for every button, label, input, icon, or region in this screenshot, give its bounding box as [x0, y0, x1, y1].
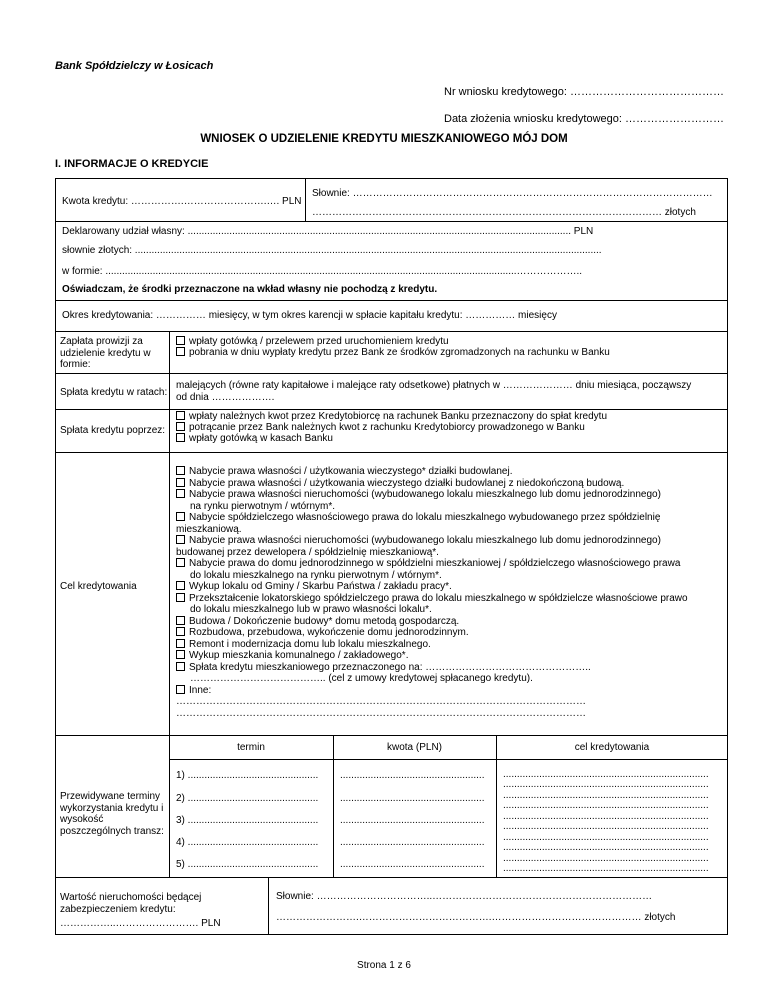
tranche-purpose-line[interactable]: ..........................................................................: [503, 832, 709, 843]
repayment-method-label: Spłata kredytu poprzez:: [60, 425, 166, 436]
tranche-term-5[interactable]: 5) ...............................................: [176, 859, 319, 870]
tranches-header-amount: kwota (PLN): [386, 742, 442, 753]
checkbox[interactable]: [176, 478, 185, 487]
checkbox[interactable]: [176, 558, 185, 567]
tranche-amount-4[interactable]: ....................................................: [340, 837, 485, 848]
credit-period-field[interactable]: Okres kredytowania: …………… miesięcy, w tym okres karencji w spłacie kapitału kredytu: …………… miesięcy: [62, 310, 557, 321]
checkbox[interactable]: [176, 466, 185, 475]
purpose-option-12[interactable]: Wykup mieszkania komunalnego / zakładowego*.: [176, 650, 726, 662]
purpose-option-13[interactable]: Spłata kredytu mieszkaniowego przeznaczonego na: …………………………………………..: [176, 662, 726, 674]
purpose-option-2[interactable]: Nabycie prawa własności / użytkowania wieczystego działki budowlanej z niedokończoną budową.: [176, 478, 726, 490]
purpose-option-6-cont: do lokalu mieszkalnego na rynku pierwotnym / wtórnym*.: [190, 569, 442, 581]
purpose-option-5[interactable]: Nabycie prawa własności nieruchomości (wybudowanego lokalu mieszkalnego lub domu jednorodzinnego): [176, 535, 726, 547]
tranche-amount-2[interactable]: ....................................................: [340, 793, 485, 804]
checkbox[interactable]: [176, 627, 185, 636]
tranche-purpose-line[interactable]: ..........................................................................: [503, 821, 709, 832]
checkbox[interactable]: [176, 422, 185, 431]
checkbox[interactable]: [176, 685, 185, 694]
purpose-option-7[interactable]: Wykup lokalu od Gminy / Skarbu Państwa / zakładu pracy*.: [176, 581, 726, 593]
checkbox[interactable]: [176, 616, 185, 625]
own-contribution-words-field[interactable]: słownie złotych: ........................................................................................................................................................................: [62, 245, 602, 256]
checkbox[interactable]: [176, 639, 185, 648]
tranches-label: Przewidywane terminy wykorzystania kredytu i wysokość poszczególnych transz:: [60, 791, 164, 837]
tranche-term-3[interactable]: 3) ...............................................: [176, 815, 319, 826]
tranches-header-purpose: cel kredytowania: [574, 742, 650, 753]
tranche-term-2[interactable]: 2) ...............................................: [176, 793, 319, 804]
checkbox[interactable]: [176, 411, 185, 420]
tranche-purpose-line[interactable]: ..........................................................................: [503, 779, 709, 790]
section-heading: I. INFORMACJE O KREDYCIE: [55, 158, 209, 170]
amount-field[interactable]: Kwota kredytu: …………….…………………….…. PLN: [62, 196, 302, 207]
purpose-option-4-cont: mieszkaniową.: [176, 523, 242, 535]
purpose-other-line-2[interactable]: ……………………………………………………………………………………………………………: [176, 707, 586, 719]
purpose-option-10[interactable]: Rozbudowa, przebudowa, wykończenie domu jednorodzinnym.: [176, 627, 726, 639]
own-contribution-declaration: Oświadczam, że środki przeznaczone na wkład własny nie pochodzą z kredytu.: [62, 284, 438, 295]
collateral-value-field[interactable]: ……………..……………………. PLN: [60, 918, 221, 929]
commission-label: Zapłata prowizji za udzielenie kredytu w formie:: [60, 336, 151, 370]
amount-words-field[interactable]: Słownie: ………………………………………………………………………………………………: [312, 188, 713, 199]
purpose-option-5-cont: budowanej przez dewelopera / spółdzielnię mieszkaniową*.: [176, 546, 439, 558]
repayment-option-1[interactable]: wpłaty należnych kwot przez Kredytobiorcę na rachunek Banku przeznaczony do spłat kredytu: [176, 411, 607, 423]
checkbox[interactable]: [176, 433, 185, 442]
form-title: WNIOSEK O UDZIELENIE KREDYTU MIESZKANIOWEGO MÓJ DOM: [200, 133, 568, 145]
checkbox[interactable]: [176, 593, 185, 602]
checkbox[interactable]: [176, 581, 185, 590]
checkbox[interactable]: [176, 535, 185, 544]
checkbox[interactable]: [176, 512, 185, 521]
checkbox[interactable]: [176, 650, 185, 659]
tranche-amount-3[interactable]: ....................................................: [340, 815, 485, 826]
tranche-purpose-line[interactable]: ..........................................................................: [503, 842, 709, 853]
tranche-amount-5[interactable]: ....................................................: [340, 859, 485, 870]
checkbox[interactable]: [176, 347, 185, 356]
own-contribution-form-field[interactable]: w formie: ....................................................................................................................................................………………..: [62, 266, 583, 277]
application-number-field[interactable]: Nr wniosku kredytowego: ……………………………………: [444, 86, 724, 98]
purpose-options: [176, 466, 726, 719]
purpose-option-8[interactable]: Przekształcenie lokatorskiego spółdzielczego prawa do lokalu mieszkalnego w spółdzielcze własnościowe prawo: [176, 593, 726, 605]
purpose-option-8-cont: do lokalu mieszkalnego lub w prawo własności lokalu*.: [190, 604, 432, 615]
tranche-amount-1[interactable]: ....................................................: [340, 770, 485, 781]
installments-start-date[interactable]: od dnia ……………….: [176, 392, 275, 403]
purpose-option-11[interactable]: Remont i modernizacja domu lub lokalu mieszkalnego.: [176, 639, 726, 651]
tranche-purpose-line[interactable]: ..........................................................................: [503, 853, 709, 864]
tranche-purpose-line[interactable]: ..........................................................................: [503, 800, 709, 811]
purpose-option-3[interactable]: Nabycie prawa własności nieruchomości (wybudowanego lokalu mieszkalnego lub domu jednorodzinnego): [176, 489, 726, 501]
commission-option-1[interactable]: wpłaty gotówką / przelewem przed uruchomieniem kredytu: [176, 336, 449, 348]
repayment-option-2[interactable]: potrącanie przez Bank należnych kwot z rachunku Kredytobiorcy prowadzonego w Banku: [176, 422, 585, 434]
page-number: Strona 1 z 6: [357, 960, 411, 971]
tranches-header-term: termin: [237, 742, 265, 753]
purpose-option-other[interactable]: Inne:: [176, 685, 726, 697]
purpose-other-line-1[interactable]: ……………………………………………………………………………………………………………: [176, 696, 586, 707]
purpose-option-6[interactable]: Nabycie prawa do domu jednorodzinnego w spółdzielni mieszkaniowej / spółdzielczego własnościowego prawa: [176, 558, 726, 570]
collateral-label: Wartość nieruchomości będącej zabezpieczeniem kredytu:: [60, 892, 202, 915]
tranche-purpose-line[interactable]: ..........................................................................: [503, 863, 709, 874]
collateral-words-field[interactable]: Słownie: ……………………………..…………………………………………………………: [276, 891, 653, 902]
purpose-option-13-cont[interactable]: ………………………………….. (cel z umowy kredytowej spłacanego kredytu).: [190, 673, 533, 684]
collateral-words-field-2[interactable]: …………………….………………………………….……………………………………… złotych: [276, 912, 676, 923]
tranche-purpose-line[interactable]: ..........................................................................: [503, 811, 709, 822]
purpose-option-1[interactable]: Nabycie prawa własności / użytkowania wieczystego* działki budowlanej.: [176, 466, 726, 478]
tranche-purpose-line[interactable]: ..........................................................................: [503, 790, 709, 801]
checkbox[interactable]: [176, 662, 185, 671]
bank-name: Bank Spółdzielczy w Łosicach: [55, 60, 214, 72]
installments-label: Spłata kredytu w ratach:: [60, 387, 168, 398]
repayment-option-3[interactable]: wpłaty gotówką w kasach Banku: [176, 433, 333, 445]
own-contribution-field[interactable]: Deklarowany udział własny: .......................................................................................................................................... PLN: [62, 226, 594, 237]
installments-text[interactable]: malejących (równe raty kapitałowe i malejące raty odsetkowe) płatnych w ………………… dniu miesiąca, począwszy: [176, 380, 692, 391]
purpose-label: Cel kredytowania: [60, 581, 137, 592]
checkbox[interactable]: [176, 489, 185, 498]
application-date-field[interactable]: Data złożenia wniosku kredytowego: ………………………: [444, 113, 724, 125]
amount-words-field-2[interactable]: …………………………………………………………………………………………… złotych: [312, 207, 696, 218]
tranche-purpose-line[interactable]: ..........................................................................: [503, 769, 709, 780]
checkbox[interactable]: [176, 336, 185, 345]
tranche-term-1[interactable]: 1) ...............................................: [176, 770, 319, 781]
purpose-option-9[interactable]: Budowa / Dokończenie budowy* domu metodą gospodarczą.: [176, 616, 726, 628]
purpose-option-3-cont: na rynku pierwotnym / wtórnym*.: [190, 500, 336, 512]
purpose-option-4[interactable]: Nabycie spółdzielczego własnościowego prawa do lokalu mieszkalnego wybudowanego przez spółdzielnię: [176, 512, 726, 524]
tranche-term-4[interactable]: 4) ...............................................: [176, 837, 319, 848]
commission-option-2[interactable]: pobrania w dniu wypłaty kredytu przez Bank ze środków zgromadzonych na rachunku w Banku: [176, 347, 610, 359]
